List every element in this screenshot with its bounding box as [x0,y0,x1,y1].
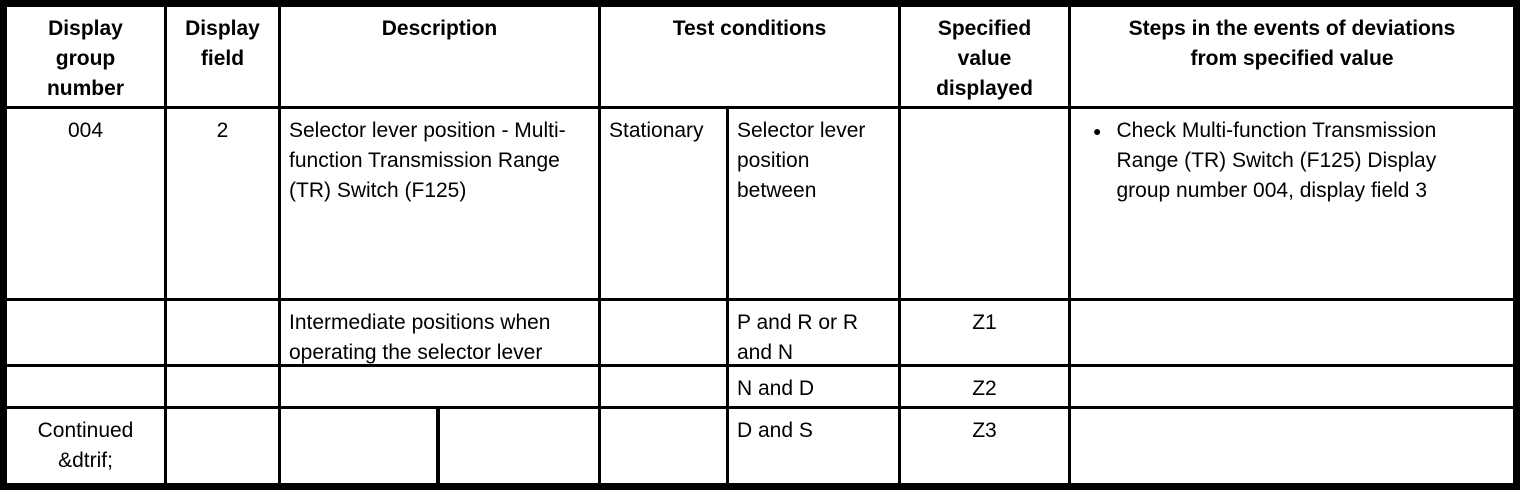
cell-test-condition-detail [729,367,901,409]
cell-specified-value: Z2 [901,367,1071,409]
cell-text: N and D [737,377,815,400]
bullet-icon: ● [1093,123,1102,139]
cell-description: Selector lever position - Multi-function Transmission Range (TR) Switch (F125) [281,109,601,301]
cell-steps [1071,409,1513,483]
cell-display-field [167,367,281,409]
col-header-steps [1071,7,1513,109]
cell-display-field [167,409,281,483]
cell-specified-value: Z3 [901,409,1071,483]
col-header-label: Specified value displayed [936,17,1033,100]
cell-test-condition-detail [729,409,901,483]
cell-steps [1071,301,1513,367]
cell-text: Selector lever position between [737,119,866,202]
cell-display-group-number [7,367,167,409]
cell-display-group-number: 004 [7,109,167,301]
cell-description: Intermediate positions when operating the selector lever [281,301,601,367]
cell-description [281,367,601,409]
cell-text: P and R or R and N [737,311,859,364]
cell-display-field [167,301,281,367]
cell-test-condition-state [601,301,729,367]
cell-text: D and S [737,419,813,442]
col-header-display-group-number [7,7,167,109]
col-header-label: Description [381,17,498,40]
col-header-description [281,7,601,109]
cell-display-field: 2 [167,109,281,301]
col-header-label: Steps in the events of deviations from specified value [1128,17,1456,70]
steps-text: Check Multi-function Transmission Range (TR) Switch (F125) Display group number 004, display field 3 [1116,119,1437,202]
cell-test-condition-state: Stationary [601,109,729,301]
cell-specified-value: Z1 [901,301,1071,367]
cell-test-condition-detail [729,301,901,367]
col-header-label: Display field [185,17,260,70]
cell-continued-marker: Continued &dtrif; [7,409,167,483]
cell-steps [1071,109,1513,301]
cell-display-group-number [7,301,167,367]
steps-bullet-item [1093,116,1503,206]
col-header-test-conditions [601,7,901,109]
cell-test-condition-state [601,409,729,483]
cell-test-condition-detail [729,109,901,301]
col-header-display-field [167,7,281,109]
col-header-label: Display group number [46,17,124,100]
cell-steps [1071,367,1513,409]
cell-description-left [281,409,440,483]
col-header-label: Test conditions [672,17,827,40]
cell-test-condition-state [601,367,729,409]
cell-description-right [440,409,601,483]
col-header-specified-value [901,7,1071,109]
cell-specified-value [901,109,1071,301]
